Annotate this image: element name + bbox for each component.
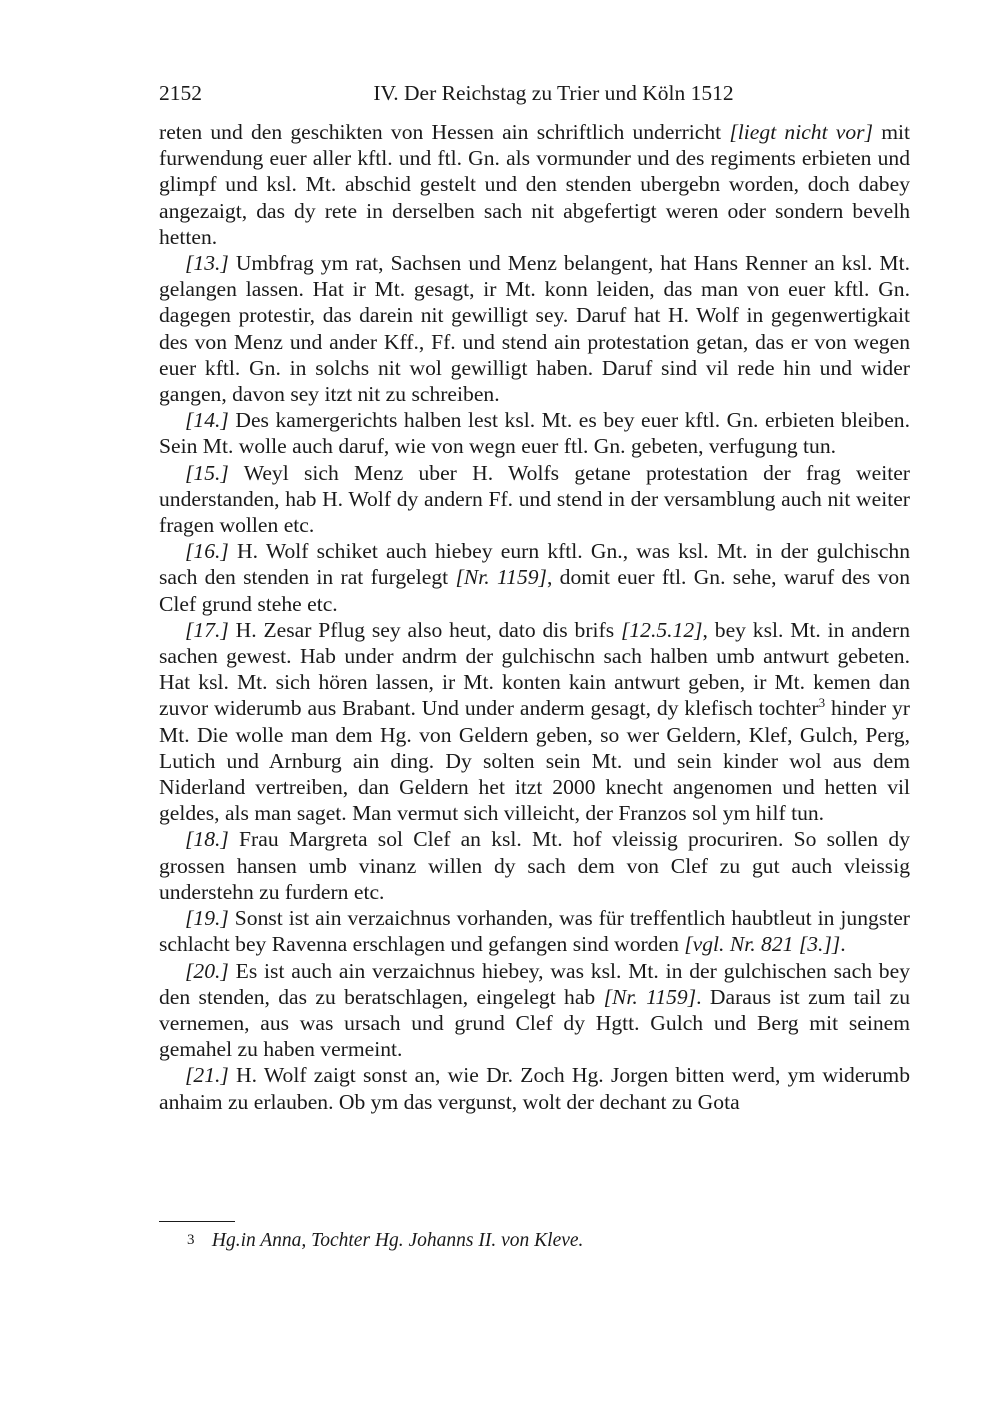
running-title: IV. Der Reichstag zu Trier und Köln 1512 [373, 81, 734, 105]
text-run: reten und den geschikten von Hessen ain schriftlich underricht [159, 120, 730, 144]
editorial-note: [Nr. 1159] [603, 984, 697, 1009]
editorial-note: [19.] [185, 906, 229, 931]
text-run: . Daraus ist zum tail zu vernemen, aus was ursach und grund Clef dy Hgtt. Gulch und Berg mit seinem gemahel zu haben vermeint. [159, 984, 910, 1062]
editorial-note: [21.] [185, 1063, 229, 1088]
paragraph [159, 1062, 910, 1114]
text-run: H. Wolf schiket auch hiebey eurn kftl. Gn., was ksl. Mt. in der gulchischn sach den stenden in rat furgelegt [159, 539, 910, 590]
editorial-note: [13.] [185, 251, 229, 276]
text-run: Weyl sich Menz uber H. Wolfs getane protestation der frag weiter understanden, hab H. Wolf dy andern Ff. und stend in der versamblung auch nit weiter fragen wollen etc. [159, 460, 910, 538]
footnote [159, 1227, 910, 1254]
paragraph [159, 250, 910, 407]
editorial-note: [18.] [185, 827, 229, 852]
text-run: Des kamergerichts halben lest ksl. Mt. es bey euer kftl. Gn. erbieten bleiben. Sein Mt. wolle auch daruf, wie von wegn euer ftl. Gn. gebeten, verfugung tun. [159, 408, 910, 459]
paragraph [159, 826, 910, 905]
page-number: 2152 [159, 81, 202, 105]
text-run: Sonst ist ain verzaichnus vorhanden, was für treffentlich haubtleut in jungster schlacht bey Ravenna erschlagen und gefangen sind worden [159, 906, 910, 957]
text-run: , domit euer ftl. Gn. sehe, waruf des von Clef grund stehe etc. [159, 565, 911, 616]
text-run: Umbfrag ym rat, Sachsen und Menz belangent, hat Hans Renner an ksl. Mt. gelangen lassen. Hat ir Mt. gesagt, ir Mt. konn leiden, das man von euer kftl. Gn. dagegen protestir, das darein nit gewilligt sey. Daruf hat H. Wolf in gegenwertigkait des von Menz und ander Kff., Ff. und stend ain protestation getan, das er von wegen euer kftl. Gn. in solchs nit wol gewilligt haben. Daruf sind vil rede hin und wider gangen, davon sey itzt nit zu schreiben. [159, 251, 910, 407]
footnote-number: 3 [187, 1232, 195, 1248]
paragraph [159, 905, 910, 957]
text-run: H. Zesar Pflug sey also heut, dato dis brifs [228, 617, 621, 642]
editorial-note: [Nr. 1159] [455, 565, 547, 590]
footnote-text: Hg.in Anna, Tochter Hg. Johanns II. von Kleve. [211, 1230, 584, 1251]
text-run: hinder yr Mt. Die wolle man dem Hg. von Geldern geben, so wer Geldern, Klef, Gulch, Perg, Lutich und Arnburg ain ding. Dy solten sein Mt. und sein kinder wol aus dem Niderland vertreiben, dan Geldern het itzt 2000 knecht angenomen und hetten vil geldes, als man saget. Man vermut sich villeicht, der Franzos sol ym hilf tun. [159, 696, 910, 826]
paragraph [159, 407, 910, 459]
text-run: H. Wolf zaigt sonst an, wie Dr. Zoch Hg. Jorgen bitten werd, ym widerumb anhaim zu erlauben. Ob ym das vergunst, wolt der dechant zu Gota [159, 1063, 910, 1114]
paragraph [159, 119, 910, 250]
text-run: mit furwendung euer aller kftl. und ftl. Gn. als vormunder und des regiments erbieten und glimpf und ksl. Mt. abschid gestelt und den stenden ubergebn worden, doch dabey angezaigt, das dy rete in derselben sach nit abgefertigt weren oder sondern bevelh hetten. [159, 120, 910, 249]
footnote-reference: 3 [818, 695, 826, 711]
editorial-note: [vgl. Nr. 821 [3.]] [684, 932, 841, 957]
editorial-note: [20.] [185, 958, 229, 983]
editorial-note: [12.5.12] [620, 617, 703, 642]
paragraph [159, 958, 910, 1063]
editorial-note: [16.] [185, 539, 229, 564]
text-run: Es ist auch ain verzaichnus hiebey, was ksl. Mt. in der gulchischen sach bey den stenden, das zu beratschlagen, eingelegt hab [159, 958, 910, 1009]
paragraph [159, 538, 910, 617]
text-run: Frau Margreta sol Clef an ksl. Mt. hof vleissig procuriren. So sollen dy grossen hansen umb vinanz willen dy sach dem von Clef zu gut auch vleissig understehn zu furdern etc. [159, 827, 910, 904]
editorial-note: [17.] [185, 617, 229, 642]
text-run: . [840, 932, 846, 957]
editorial-note: [liegt nicht vor] [729, 120, 873, 144]
document-page [159, 78, 910, 1115]
editorial-note: [15.] [185, 460, 229, 485]
footnote-separator [159, 1221, 235, 1222]
running-head [159, 78, 910, 108]
paragraph [159, 460, 910, 539]
paragraph [159, 617, 910, 827]
text-run: , bey ksl. Mt. in andern sachen gewest. Hab under andrm der gulchischn sach halben umb antwurt gebeten. Hat ksl. Mt. sich hören lassen, ir Mt. konten kain antwurt geben, ir Mt. kemen dan zuvor widerumb aus Brabant. Und under anderm gesagt, dy klefisch tochter [159, 617, 911, 721]
editorial-note: [14.] [185, 408, 229, 433]
body-text [159, 119, 910, 1115]
